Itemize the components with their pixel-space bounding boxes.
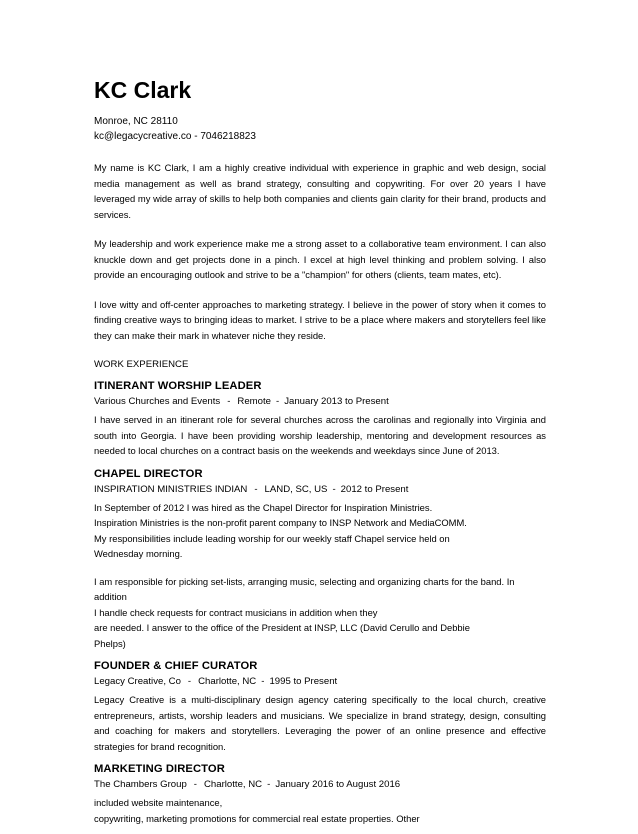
meta-separator: - xyxy=(267,779,271,790)
job-meta xyxy=(94,394,546,409)
job-description xyxy=(94,500,546,562)
meta-separator: - xyxy=(187,676,192,687)
job-org: Various Churches and Events xyxy=(94,396,221,407)
job-dates: January 2013 to Present xyxy=(284,396,389,407)
job-description: Legacy Creative is a multi-disciplinary design agency catering specifically to the local church, creative entrepreneurs, artists, worship leaders and musicians. We specialize in brand strategy, design, consulting and coaching for makers and storytellers. Leveraging the power of an online presence and effective strategies for brand recognition. xyxy=(94,694,546,752)
job-dates: 1995 to Present xyxy=(269,676,338,687)
job-entry xyxy=(94,467,546,652)
job-description xyxy=(94,574,546,652)
description-line: I am responsible for picking set-lists, arranging music, selecting and organizing charts for the band. In addition xyxy=(94,575,515,602)
email-phone-line xyxy=(94,129,546,144)
job-description: I have served in an itinerant role for several churches across the carolinas and regionally into Virginia and south into Georgia. I have been providing worship leadership, mentoring and development resources as needed to local churches on a contract basis on the weekends and weekdays since June of 2013. xyxy=(94,414,546,456)
description-line: included website maintenance, xyxy=(94,797,223,808)
meta-separator: - xyxy=(276,396,280,407)
job-title: ITINERANT WORSHIP LEADER xyxy=(94,380,262,392)
summary-paragraph-1: My name is KC Clark, I am a highly creative individual with experience in graphic and web design, social media management as well as brand strategy, consulting and copywriting. For over 20 years I have leveraged my wide array of skills to help both companies and clients gain clarity for their brand, products and services. xyxy=(94,162,546,220)
job-meta xyxy=(94,674,546,689)
contact-separator: - xyxy=(191,131,201,142)
job-org: The Chambers Group xyxy=(94,779,187,790)
job-location: LAND, SC, US xyxy=(264,483,328,495)
summary-paragraph-2: My leadership and work experience make me a strong asset to a collaborative team environment. I can also knuckle down and get projects done in a pinch. I excel at high level thinking and problem solving. I also provide an encouraging outlook and strive to be a "champion" for others (clients, team mates, etc). xyxy=(94,238,546,280)
job-entry xyxy=(94,762,546,826)
job-meta xyxy=(94,482,546,497)
meta-separator: - xyxy=(254,483,258,495)
description-line: In September of 2012 I was hired as the Chapel Director for Inspiration Ministries. xyxy=(94,501,433,513)
meta-separator: - xyxy=(193,779,197,790)
job-entry xyxy=(94,379,546,459)
job-title: CHAPEL DIRECTOR xyxy=(94,467,203,480)
description-line: Inspiration Ministries is the non-profit parent company to INSP Network and MediaCOMM. xyxy=(94,517,467,528)
job-description xyxy=(94,795,546,826)
meta-separator: - xyxy=(227,396,231,407)
job-dates: 2012 to Present xyxy=(340,483,409,495)
job-location: Charlotte, NC xyxy=(198,676,257,687)
job-dates: January 2016 to August 2016 xyxy=(275,779,401,790)
job-meta xyxy=(94,777,546,792)
job-org: Legacy Creative, Co xyxy=(94,676,181,687)
email-link[interactable]: kc@legacycreative.co xyxy=(94,131,192,142)
job-title: FOUNDER & CHIEF CURATOR xyxy=(94,660,258,672)
job-location: Remote xyxy=(237,396,272,407)
job-org: INSPIRATION MINISTRIES INDIAN xyxy=(94,483,248,495)
candidate-name: KC Clark xyxy=(94,77,192,103)
job-title: MARKETING DIRECTOR xyxy=(94,763,225,775)
description-line: I handle check requests for contract musicians in addition when they xyxy=(94,606,378,618)
job-entry xyxy=(94,659,546,754)
summary-paragraph-3: I love witty and off-center approaches to marketing strategy. I believe in the power of story when it comes to finding creative ways to bringing ideas to market. I strive to be a place where makers and storytellers feel like they can make their mark in whatever niche they reside. xyxy=(94,298,546,341)
description-line: My responsibilities include leading worship for our weekly staff Chapel service held on xyxy=(94,532,450,544)
resume-page xyxy=(94,76,546,834)
work-experience-heading: WORK EXPERIENCE xyxy=(94,359,189,370)
contact-block xyxy=(94,114,546,144)
description-line: Wednesday morning. xyxy=(94,548,183,559)
meta-separator: - xyxy=(332,483,336,495)
phone-number[interactable]: 7046218823 xyxy=(200,131,256,142)
description-line: Phelps) xyxy=(94,637,126,649)
description-line: copywriting, marketing promotions for commercial real estate properties. Other xyxy=(94,812,420,824)
meta-separator: - xyxy=(261,676,265,687)
description-line: are needed. I answer to the office of the President at INSP, LLC (David Cerullo and Debbie xyxy=(94,622,470,633)
location-line: Monroe, NC 28110 xyxy=(94,116,178,127)
job-location: Charlotte, NC xyxy=(203,779,263,790)
